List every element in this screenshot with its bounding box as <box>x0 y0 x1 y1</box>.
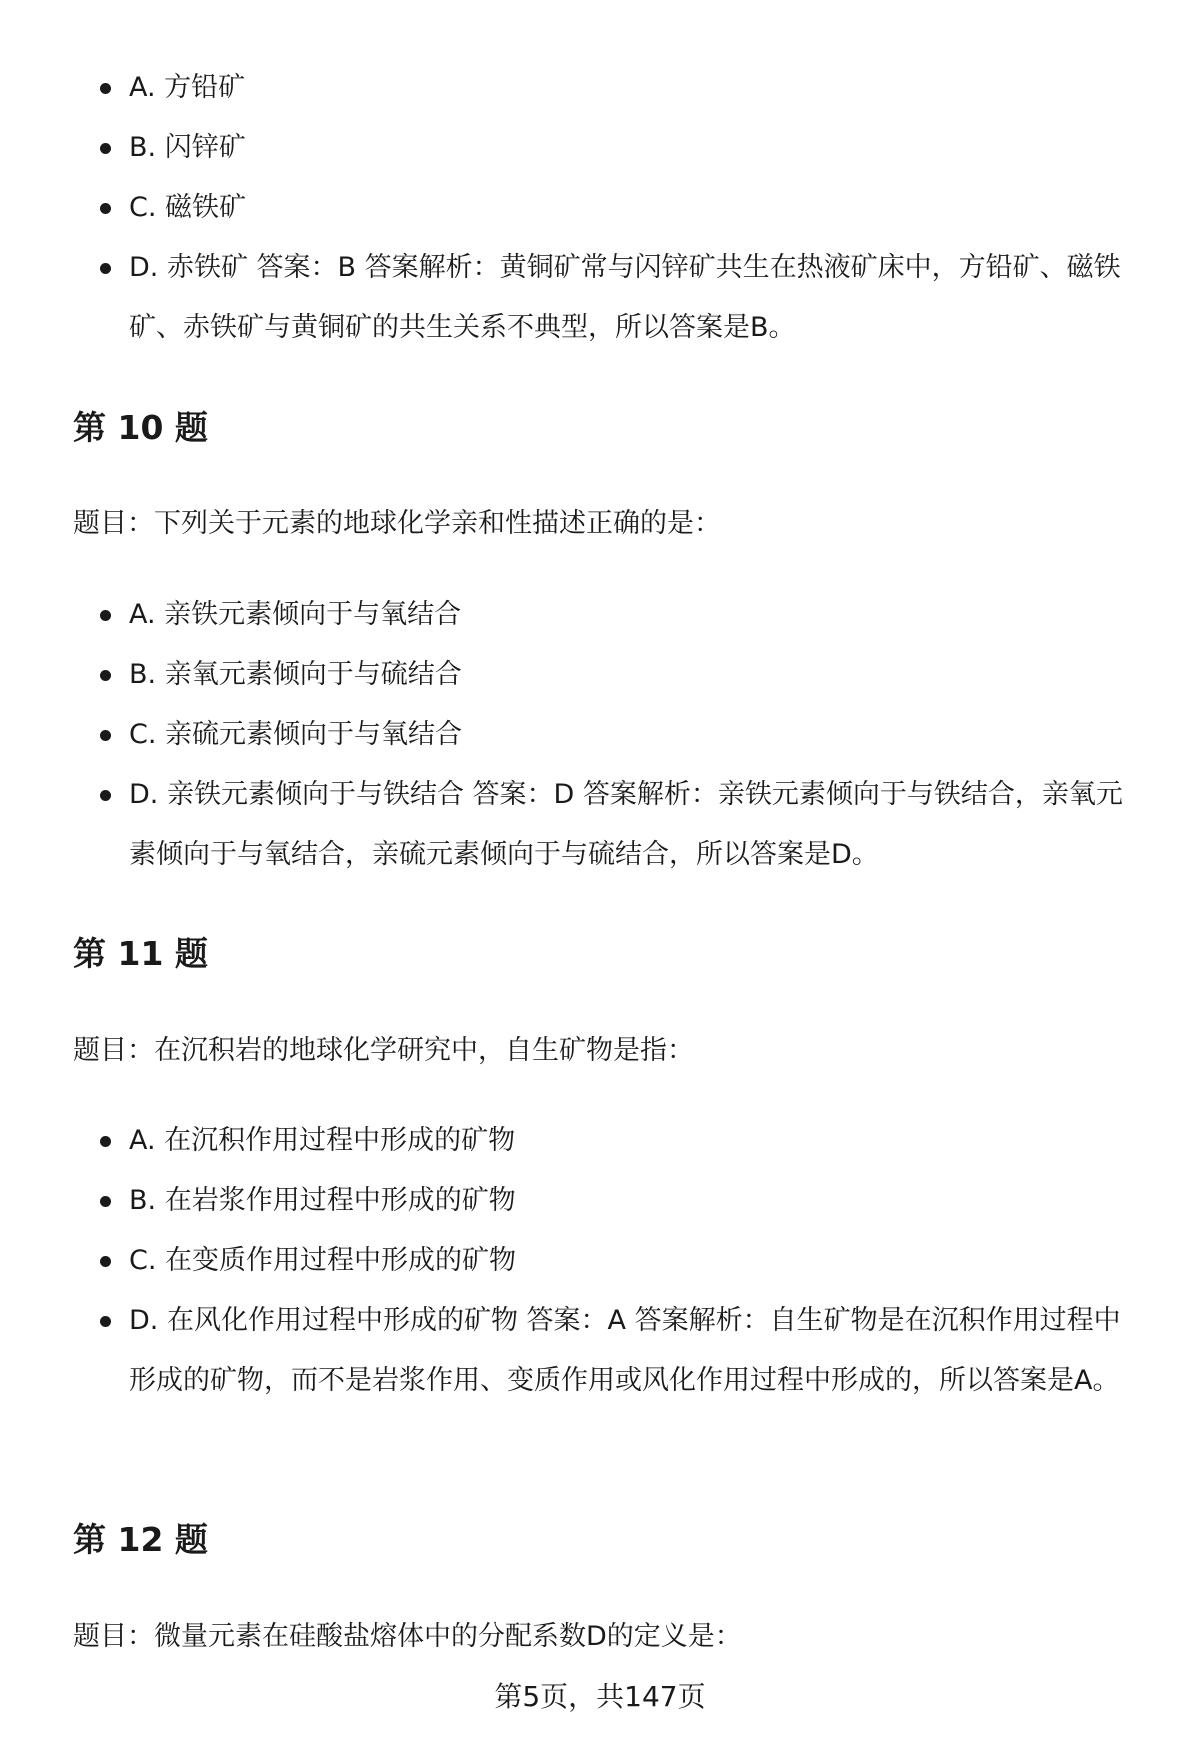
question-11-text: 题目：在沉积岩的地球化学研究中，自生矿物是指： <box>73 1035 694 1066</box>
option-b: B. 在岩浆作用过程中形成的矿物 <box>97 1171 1147 1231</box>
option-a: A. 方铅矿 <box>97 58 1147 118</box>
option-d-with-answer: D. 亲铁元素倾向于与铁结合 答案：D 答案解析：亲铁元素倾向于与铁结合，亲氧元素倾向于与氧结合，亲硫元素倾向于与硫结合，所以答案是D。 <box>97 765 1147 885</box>
option-list-prev <box>97 58 1147 358</box>
option-d-with-answer: D. 赤铁矿 答案：B 答案解析：黄铜矿常与闪锌矿共生在热液矿床中，方铅矿、磁铁矿、赤铁矿与黄铜矿的共生关系不典型，所以答案是B。 <box>97 238 1147 358</box>
option-d-with-answer: D. 在风化作用过程中形成的矿物 答案：A 答案解析：自生矿物是在沉积作用过程中形成的矿物，而不是岩浆作用、变质作用或风化作用过程中形成的，所以答案是A。 <box>97 1291 1147 1411</box>
question-10-text: 题目：下列关于元素的地球化学亲和性描述正确的是： <box>73 508 721 539</box>
option-c: C. 在变质作用过程中形成的矿物 <box>97 1231 1147 1291</box>
option-list-q11 <box>97 1111 1147 1411</box>
option-a: A. 亲铁元素倾向于与氧结合 <box>97 585 1147 645</box>
option-list-q10 <box>97 585 1147 885</box>
question-12-heading: 第 12 题 <box>73 1520 208 1559</box>
page-indicator: 第5页，共147页 <box>494 1680 706 1713</box>
question-11-heading: 第 11 题 <box>73 934 208 973</box>
option-b: B. 亲氧元素倾向于与硫结合 <box>97 645 1147 705</box>
option-c: C. 亲硫元素倾向于与氧结合 <box>97 705 1147 765</box>
question-10-heading: 第 10 题 <box>73 408 208 447</box>
option-c: C. 磁铁矿 <box>97 178 1147 238</box>
question-12-text: 题目：微量元素在硅酸盐熔体中的分配系数D的定义是： <box>73 1621 742 1652</box>
option-a: A. 在沉积作用过程中形成的矿物 <box>97 1111 1147 1171</box>
option-b: B. 闪锌矿 <box>97 118 1147 178</box>
